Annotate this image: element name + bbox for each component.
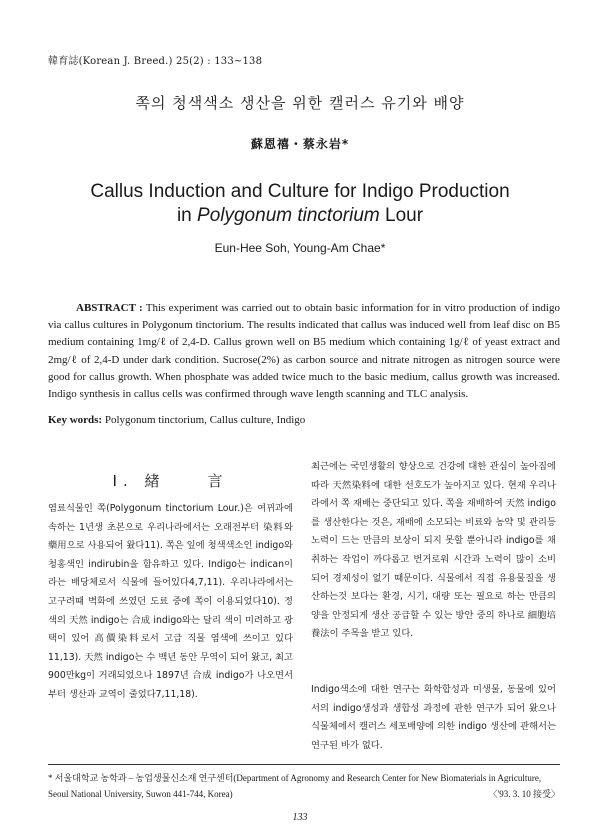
page-number: 133 bbox=[292, 812, 308, 823]
english-title-line2 bbox=[0, 204, 600, 228]
intro-paragraph-right-1: 최근에는 국민생활의 향상으로 건강에 대한 관심이 높아짐에 따라 天然染料에 대한 선호도가 높아지고 있다. 현재 우리나라에서 쪽 재배는 중단되고 있다. 쪽을 재배하여 天然 indigo를 생산한다는 것은, 재배에 소모되는 비료와 농약 및 관리등 노력이 드는 만큼의 보상이 되지 못할 뿐아니라 indigo를 채취하는 작업이 까다롭고 번거로워 시간과 노력이 많이 소비되어 경제성이 없기 때문이다. 식물에서 직접 유용물질을 생산하는것 보다는 환경, 시기, 대량 또는 필요로 하는 만큼의 양을 안정되게 생산 공급할 수 있는 방안 중의 하나로 細胞培養法이 주목을 받고 있다. bbox=[311, 461, 556, 640]
english-title-line1: Callus Induction and Culture for Indigo Production bbox=[90, 181, 510, 202]
section-title-introduction: Ⅰ. 緖 言 bbox=[112, 472, 229, 490]
english-authors: Eun-Hee Soh, Young-Am Chae* bbox=[214, 241, 386, 255]
abstract-label: ABSTRACT : bbox=[76, 302, 143, 314]
footnote-divider bbox=[48, 764, 560, 765]
korean-authors: 蘇恩禧・蔡永岩* bbox=[250, 137, 350, 151]
abstract-text: This experiment was carried out to obtain basic information for in vitro production of indigo via callus cultures in Polygonum tinctorium. The results indicated that callus was induced well from leaf disc on B5 medium containing 1mg/ℓ of 2,4-D. Callus grown well on B5 medium which containing 1g/ℓ of yeast extract and 2mg/ℓ of 2,4-D under dark condition. Sucrose(2%) as carbon source and nitrate nitrogen as nitrogen source were good for callus growth. When phosphate was added twice much to the basic medium, callus growth was increased. Indigo synthesis in callus cells was confirmed through wave length scanning and TLC analysis. bbox=[48, 302, 560, 401]
english-title-in: in bbox=[176, 205, 198, 226]
intro-paragraph-right-2: Indigo색소에 대한 연구는 화학합성과 미생물, 동물에 있어서의 indigo생성과 생합성 과정에 관한 연구가 되어 왔으나 식물체에서 캘러스 세포배양에 의한 indigo 생산에 관해서는 연구된 바가 없다. bbox=[311, 684, 556, 751]
footnote-affiliation: * 서울대학교 농학과 – 농업생물신소재 연구센터(Department of Agronomy and Research Center for New Biomaterials in Agriculture, Seoul National University, Suwon 441-744, Korea) bbox=[48, 773, 542, 799]
footnote bbox=[48, 770, 560, 802]
journal-citation: 韓育誌(Korean J. Breed.) 25(2) : 133~138 bbox=[48, 56, 263, 67]
keywords-text: Polygonum tinctorium, Callus culture, Indigo bbox=[104, 414, 306, 426]
footnote-received-date: 〈'93. 3. 10 接受〉 bbox=[488, 789, 560, 799]
intro-paragraph-left: 염료식물인 쪽(Polygonum tinctorium Lour.)은 여뀌과에 속하는 1년생 초본으로 우리나라에서는 오래전부터 染料와 藥用으로 사용되어 왔다11). 쪽은 잎에 청색색소인 indigo와 청홍색인 indirubin을 함유하고 있다. Indigo는 indican이라는 배당체로서 식물에 들어있다4,7,11). 우리나라에서는 고구려때 벽화에 쓰였던 도료 중에 쪽이 이용되었다10). 정색의 天然 indigo는 合成 indigo와는 달리 색이 미려하고 광택이 있어 高價染料로서 고급 직물 염색에 쓰이고 있다11,13). 天然 indigo는 수 백년 동안 무역이 되어 왔고, 최고 900만kg이 거래되었으나 1897년 合成 indigo가 나오면서부터 생산과 교역이 줄었다7,11,18). bbox=[48, 503, 293, 700]
keywords-label: Key words: bbox=[48, 414, 103, 426]
korean-title: 쪽의 청색색소 생산을 위한 캘러스 유기와 배양 bbox=[135, 94, 465, 112]
english-title-authority: Lour bbox=[379, 205, 424, 226]
english-title-species: Polygonum tinctorium bbox=[197, 205, 380, 226]
keywords bbox=[48, 414, 560, 426]
abstract bbox=[48, 300, 560, 403]
english-title bbox=[0, 180, 600, 228]
